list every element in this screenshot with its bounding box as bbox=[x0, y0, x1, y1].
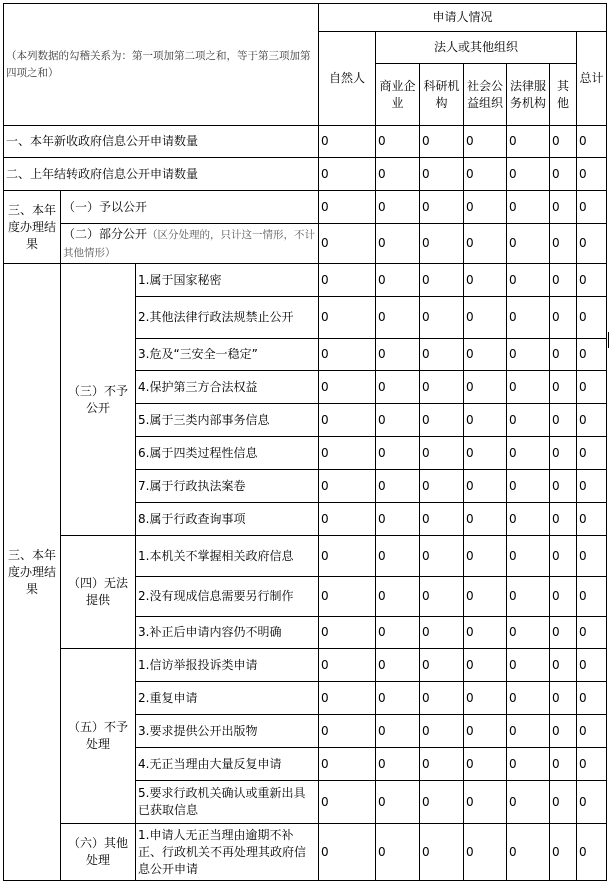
cell-value: 0 bbox=[376, 339, 420, 371]
cell-value: 0 bbox=[550, 404, 577, 437]
cell-value: 0 bbox=[464, 577, 507, 617]
cell-value: 0 bbox=[420, 503, 464, 536]
cell-value: 0 bbox=[550, 191, 577, 224]
cell-value: 0 bbox=[420, 577, 464, 617]
table-row bbox=[4, 649, 607, 682]
table-row bbox=[4, 264, 607, 297]
cell-value: 0 bbox=[420, 617, 464, 649]
cell-value: 0 bbox=[464, 748, 507, 781]
cell-value: 0 bbox=[464, 224, 507, 264]
row-label-note: （区分处理的，只计这一情形，不计其他情形） bbox=[63, 228, 316, 259]
sub-label-cannot-provide: （四）无法提供 bbox=[61, 536, 136, 649]
table-row bbox=[4, 191, 607, 224]
info-disclosure-table bbox=[3, 3, 607, 881]
cell-value: 0 bbox=[577, 715, 607, 748]
cell-value: 0 bbox=[550, 371, 577, 404]
cell-value: 0 bbox=[319, 536, 376, 577]
cell-value: 0 bbox=[376, 371, 420, 404]
cell-value: 0 bbox=[319, 715, 376, 748]
cell-value: 0 bbox=[420, 824, 464, 881]
sub-label-not-processed: （五）不予处理 bbox=[61, 649, 136, 824]
cell-value: 0 bbox=[464, 158, 507, 191]
item-label: 4.保护第三方合法权益 bbox=[136, 371, 319, 404]
cell-value: 0 bbox=[376, 404, 420, 437]
cell-value: 0 bbox=[577, 649, 607, 682]
item-label: 3.危及“三安全一稳定” bbox=[136, 339, 319, 371]
cell-value: 0 bbox=[464, 536, 507, 577]
cell-value: 0 bbox=[550, 503, 577, 536]
table-row bbox=[4, 126, 607, 158]
cell-value: 0 bbox=[420, 470, 464, 503]
cell-value: 0 bbox=[376, 191, 420, 224]
cell-value: 0 bbox=[577, 781, 607, 824]
cell-value: 0 bbox=[577, 404, 607, 437]
cell-value: 0 bbox=[550, 297, 577, 339]
item-label: 2.没有现成信息需要另行制作 bbox=[136, 577, 319, 617]
cell-value: 0 bbox=[550, 126, 577, 158]
cell-value: 0 bbox=[507, 191, 550, 224]
cell-value: 0 bbox=[550, 577, 577, 617]
cell-value: 0 bbox=[319, 158, 376, 191]
col-other: 其他 bbox=[550, 64, 577, 126]
cell-value: 0 bbox=[376, 617, 420, 649]
cell-value: 0 bbox=[319, 339, 376, 371]
cell-value: 0 bbox=[507, 682, 550, 715]
cell-value: 0 bbox=[464, 339, 507, 371]
cell-value: 0 bbox=[376, 224, 420, 264]
cell-value: 0 bbox=[550, 536, 577, 577]
cell-value: 0 bbox=[507, 339, 550, 371]
cell-value: 0 bbox=[507, 617, 550, 649]
cell-value: 0 bbox=[507, 371, 550, 404]
col-commercial: 商业企业 bbox=[376, 64, 420, 126]
cell-value: 0 bbox=[550, 824, 577, 881]
cell-value: 0 bbox=[550, 264, 577, 297]
cell-value: 0 bbox=[464, 264, 507, 297]
cell-value: 0 bbox=[420, 404, 464, 437]
cell-value: 0 bbox=[376, 126, 420, 158]
cell-value: 0 bbox=[376, 824, 420, 881]
cell-value: 0 bbox=[420, 536, 464, 577]
cell-value: 0 bbox=[577, 617, 607, 649]
cell-value: 0 bbox=[507, 649, 550, 682]
cell-value: 0 bbox=[376, 715, 420, 748]
cell-value: 0 bbox=[550, 224, 577, 264]
cell-value: 0 bbox=[319, 649, 376, 682]
cell-value: 0 bbox=[464, 371, 507, 404]
cell-value: 0 bbox=[507, 126, 550, 158]
cell-value: 0 bbox=[420, 715, 464, 748]
cell-value: 0 bbox=[319, 224, 376, 264]
text-cursor bbox=[608, 332, 609, 348]
cell-value: 0 bbox=[577, 536, 607, 577]
cell-value: 0 bbox=[507, 437, 550, 470]
cell-value: 0 bbox=[319, 264, 376, 297]
cell-value: 0 bbox=[376, 748, 420, 781]
cell-value: 0 bbox=[319, 781, 376, 824]
cell-value: 0 bbox=[420, 781, 464, 824]
cell-value: 0 bbox=[376, 503, 420, 536]
cell-value: 0 bbox=[577, 577, 607, 617]
cell-value: 0 bbox=[507, 824, 550, 881]
cell-value: 0 bbox=[507, 781, 550, 824]
cell-value: 0 bbox=[420, 191, 464, 224]
cell-value: 0 bbox=[376, 577, 420, 617]
cell-value: 0 bbox=[376, 649, 420, 682]
cell-value: 0 bbox=[420, 158, 464, 191]
cell-value: 0 bbox=[319, 126, 376, 158]
col-natural-person: 自然人 bbox=[319, 32, 376, 126]
cell-value: 0 bbox=[319, 577, 376, 617]
col-total: 总计 bbox=[577, 32, 607, 126]
cell-value: 0 bbox=[376, 158, 420, 191]
cell-value: 0 bbox=[577, 158, 607, 191]
cell-value: 0 bbox=[507, 577, 550, 617]
item-label: 5.属于三类内部事务信息 bbox=[136, 404, 319, 437]
cell-value: 0 bbox=[550, 617, 577, 649]
cell-value: 0 bbox=[420, 339, 464, 371]
cell-value: 0 bbox=[550, 748, 577, 781]
cell-value: 0 bbox=[577, 371, 607, 404]
cell-value: 0 bbox=[507, 503, 550, 536]
cell-value: 0 bbox=[507, 224, 550, 264]
cell-value: 0 bbox=[464, 824, 507, 881]
cell-value: 0 bbox=[420, 224, 464, 264]
cell-value: 0 bbox=[420, 371, 464, 404]
cell-value: 0 bbox=[577, 682, 607, 715]
cell-value: 0 bbox=[577, 437, 607, 470]
cell-value: 0 bbox=[464, 617, 507, 649]
cell-value: 0 bbox=[319, 503, 376, 536]
cell-value: 0 bbox=[464, 437, 507, 470]
cell-value: 0 bbox=[376, 437, 420, 470]
cell-value: 0 bbox=[577, 297, 607, 339]
cell-value: 0 bbox=[420, 649, 464, 682]
cell-value: 0 bbox=[464, 470, 507, 503]
cell-value: 0 bbox=[464, 649, 507, 682]
item-label: 3.补正后申请内容仍不明确 bbox=[136, 617, 319, 649]
cell-value: 0 bbox=[550, 781, 577, 824]
sub-label-other-processing: （六）其他处理 bbox=[61, 824, 136, 881]
cell-value: 0 bbox=[464, 404, 507, 437]
col-legal-service: 法律服务机构 bbox=[507, 64, 550, 126]
group-label-result-a: 三、本年度办理结果 bbox=[4, 191, 61, 264]
item-label: 6.属于四类过程性信息 bbox=[136, 437, 319, 470]
group-label-result-b: 三、本年度办理结果 bbox=[4, 264, 61, 881]
cell-value: 0 bbox=[319, 824, 376, 881]
table-row bbox=[4, 224, 607, 264]
cell-value: 0 bbox=[420, 437, 464, 470]
cell-value: 0 bbox=[464, 297, 507, 339]
cell-value: 0 bbox=[464, 715, 507, 748]
cell-value: 0 bbox=[577, 264, 607, 297]
cell-value: 0 bbox=[319, 748, 376, 781]
table-row bbox=[4, 824, 607, 881]
cell-value: 0 bbox=[550, 715, 577, 748]
cell-value: 0 bbox=[507, 158, 550, 191]
cell-value: 0 bbox=[550, 339, 577, 371]
cell-value: 0 bbox=[464, 503, 507, 536]
item-label: 4.无正当理由大量反复申请 bbox=[136, 748, 319, 781]
cell-value: 0 bbox=[420, 748, 464, 781]
cell-value: 0 bbox=[319, 437, 376, 470]
cell-value: 0 bbox=[319, 297, 376, 339]
cell-value: 0 bbox=[319, 617, 376, 649]
header-legal-persons: 法人或其他组织 bbox=[376, 32, 577, 64]
cell-value: 0 bbox=[577, 126, 607, 158]
cell-value: 0 bbox=[507, 404, 550, 437]
item-label: 2.其他法律行政法规禁止公开 bbox=[136, 297, 319, 339]
cell-value: 0 bbox=[319, 191, 376, 224]
table-row bbox=[4, 158, 607, 191]
cell-value: 0 bbox=[577, 191, 607, 224]
cell-value: 0 bbox=[577, 748, 607, 781]
item-label: 8.属于行政查询事项 bbox=[136, 503, 319, 536]
cell-value: 0 bbox=[507, 715, 550, 748]
item-label: 1.属于国家秘密 bbox=[136, 264, 319, 297]
cell-value: 0 bbox=[550, 470, 577, 503]
item-label: 2.重复申请 bbox=[136, 682, 319, 715]
cell-value: 0 bbox=[507, 264, 550, 297]
cell-value: 0 bbox=[464, 126, 507, 158]
cell-value: 0 bbox=[507, 470, 550, 503]
cell-value: 0 bbox=[376, 682, 420, 715]
cell-value: 0 bbox=[507, 748, 550, 781]
item-label: 1.信访举报投诉类申请 bbox=[136, 649, 319, 682]
cell-value: 0 bbox=[550, 682, 577, 715]
cell-value: 0 bbox=[577, 503, 607, 536]
cell-value: 0 bbox=[507, 536, 550, 577]
row-label: （一）予以公开 bbox=[61, 191, 319, 224]
cell-value: 0 bbox=[550, 158, 577, 191]
cell-value: 0 bbox=[319, 470, 376, 503]
row-label: 二、上年结转政府信息公开申请数量 bbox=[4, 158, 319, 191]
cell-value: 0 bbox=[420, 264, 464, 297]
cell-value: 0 bbox=[464, 191, 507, 224]
cell-value: 0 bbox=[376, 470, 420, 503]
item-label: 1.申请人无正当理由逾期不补正、行政机关不再处理其政府信息公开申请 bbox=[136, 824, 319, 881]
cell-value: 0 bbox=[420, 682, 464, 715]
cell-value: 0 bbox=[464, 781, 507, 824]
cell-value: 0 bbox=[376, 297, 420, 339]
col-public-welfare: 社会公益组织 bbox=[464, 64, 507, 126]
cell-value: 0 bbox=[464, 682, 507, 715]
item-label: 1.本机关不掌握相关政府信息 bbox=[136, 536, 319, 577]
cell-value: 0 bbox=[319, 682, 376, 715]
cell-value: 0 bbox=[420, 126, 464, 158]
cell-value: 0 bbox=[577, 224, 607, 264]
cell-value: 0 bbox=[577, 339, 607, 371]
cell-value: 0 bbox=[376, 264, 420, 297]
item-label: 3.要求提供公开出版物 bbox=[136, 715, 319, 748]
sub-label-not-disclosed: （三）不予公开 bbox=[61, 264, 136, 536]
item-label: 5.要求行政机关确认或重新出具已获取信息 bbox=[136, 781, 319, 824]
cell-value: 0 bbox=[319, 404, 376, 437]
col-research: 科研机构 bbox=[420, 64, 464, 126]
cell-value: 0 bbox=[550, 649, 577, 682]
row-label: 一、本年新收政府信息公开申请数量 bbox=[4, 126, 319, 158]
header-applicant-info: 申请人情况 bbox=[319, 4, 607, 32]
row-label: （二）部分公开（区分处理的，只计这一情形，不计其他情形） bbox=[61, 224, 319, 264]
cell-value: 0 bbox=[420, 297, 464, 339]
table-row bbox=[4, 536, 607, 577]
item-label: 7.属于行政执法案卷 bbox=[136, 470, 319, 503]
cell-value: 0 bbox=[577, 824, 607, 881]
cell-value: 0 bbox=[376, 536, 420, 577]
cell-value: 0 bbox=[507, 297, 550, 339]
cell-value: 0 bbox=[577, 470, 607, 503]
cell-value: 0 bbox=[550, 437, 577, 470]
header-note: （本列数据的勾稽关系为：第一项加第二项之和，等于第三项加第四项之和） bbox=[4, 4, 319, 126]
cell-value: 0 bbox=[319, 371, 376, 404]
cell-value: 0 bbox=[376, 781, 420, 824]
